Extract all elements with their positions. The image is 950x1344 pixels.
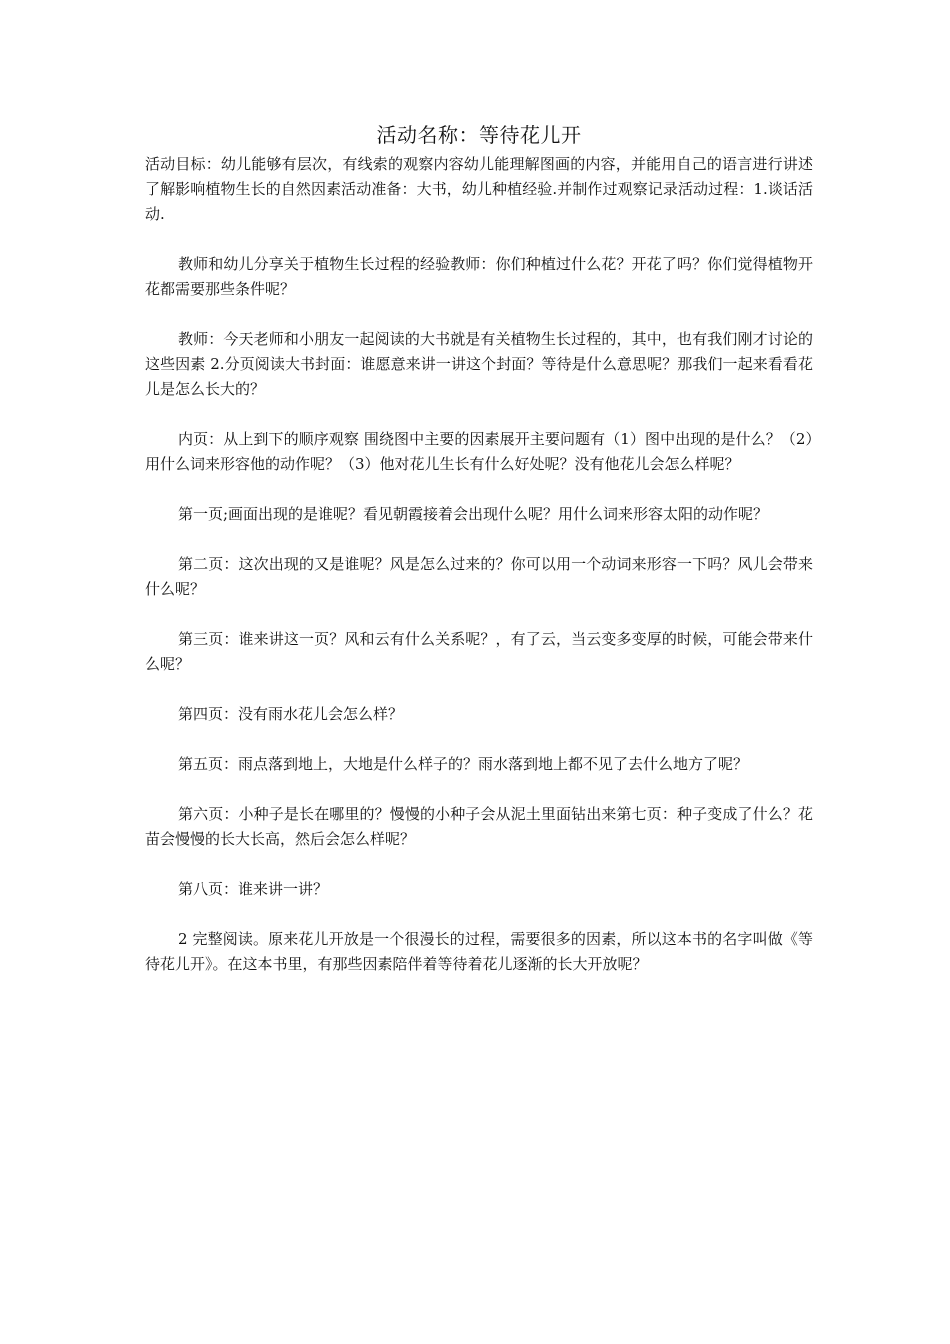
paragraph-teacher-intro: 教师：今天老师和小朋友一起阅读的大书就是有关植物生长过程的，其中，也有我们刚才讨论的这些因素 2.分页阅读大书封面：谁愿意来讲一讲这个封面？等待是什么意思呢？那我们一起来看看花儿是怎么长大的？: [145, 330, 813, 398]
document-page: [145, 120, 813, 977]
paragraph-page-one: 第一页;画面出现的是谁呢？看见朝霞接着会出现什么呢？用什么词来形容太阳的动作呢？: [178, 505, 769, 523]
paragraph-full-reading: 2 完整阅读。原来花儿开放是一个很漫长的过程，需要很多的因素，所以这本书的名字叫做《等待花儿开》。在这本书里，有那些因素陪伴着等待着花儿逐渐的长大开放呢？: [145, 930, 813, 973]
paragraph-page-two: 第二页：这次出现的又是谁呢？风是怎么过来的？你可以用一个动词来形容一下吗？风儿会带来什么呢？: [145, 555, 813, 598]
document-title: 活动名称：等待花儿开: [376, 123, 582, 147]
paragraph-inner-pages: 内页：从上到下的顺序观察 围绕图中主要的因素展开主要问题有（1）图中出现的是什么？（2）用什么词来形容他的动作呢？（3）他对花儿生长有什么好处呢？没有他花儿会怎么样呢？: [145, 430, 813, 473]
paragraph-teacher-share: 教师和幼儿分享关于植物生长过程的经验教师：你们种植过什么花？开花了吗？你们觉得植物开花都需要那些条件呢？: [145, 255, 813, 298]
paragraph-page-five: 第五页：雨点落到地上，大地是什么样子的？雨水落到地上都不见了去什么地方了呢？: [178, 755, 749, 773]
paragraph-page-eight: 第八页：谁来讲一讲？: [178, 880, 329, 898]
paragraph-page-six-seven: 第六页：小种子是长在哪里的？慢慢的小种子会从泥土里面钻出来第七页：种子变成了什么？花苗会慢慢的长大长高，然后会怎么样呢？: [145, 805, 813, 848]
paragraph-activity-goals: 活动目标：幼儿能够有层次，有线索的观察内容幼儿能理解图画的内容，并能用自己的语言进行讲述了解影响植物生长的自然因素活动准备：大书，幼儿种植经验.并制作过观察记录活动过程：1.谈话活动.: [145, 155, 813, 223]
paragraph-page-four: 第四页：没有雨水花儿会怎么样？: [178, 705, 404, 723]
paragraph-page-three: 第三页：谁来讲这一页？风和云有什么关系呢？，有了云，当云变多变厚的时候，可能会带来什么呢？: [145, 630, 813, 673]
